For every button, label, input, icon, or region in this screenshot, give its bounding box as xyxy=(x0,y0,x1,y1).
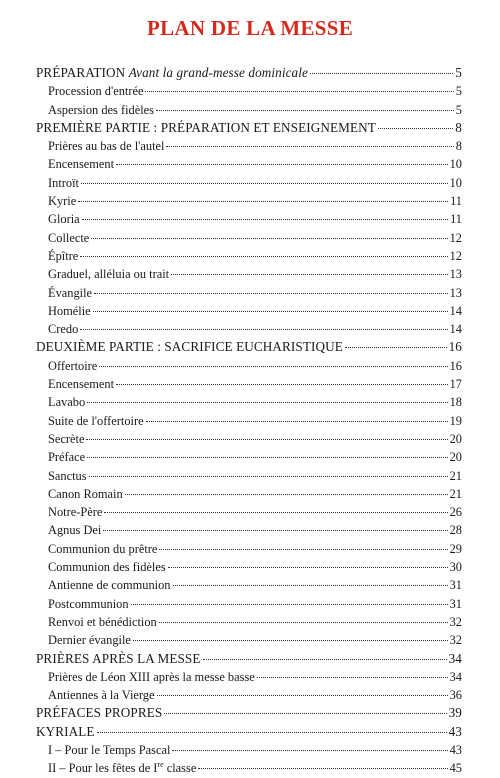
toc-page-number: 29 xyxy=(449,541,462,556)
toc-entry[interactable] xyxy=(36,741,462,759)
toc-page-number: 43 xyxy=(448,723,462,739)
toc-section[interactable] xyxy=(36,64,462,82)
toc-entry[interactable] xyxy=(36,448,462,466)
toc-leader-dots xyxy=(97,732,447,733)
toc-entry[interactable] xyxy=(36,155,462,173)
toc-leader-dots xyxy=(198,768,447,769)
toc-entry-label: Postcommunion xyxy=(48,596,129,611)
toc-page-number: 8 xyxy=(455,119,462,135)
toc-entry[interactable] xyxy=(36,101,462,119)
toc-entry-label: Communion du prêtre xyxy=(48,541,158,556)
toc-entry-label: Encensement xyxy=(48,377,115,392)
toc-entry[interactable] xyxy=(36,595,462,613)
toc-entry-label: PRIÈRES APRÈS LA MESSE xyxy=(36,650,201,666)
toc-page-number: 30 xyxy=(449,560,462,575)
toc-page-number: 14 xyxy=(449,322,462,337)
toc-entry[interactable] xyxy=(36,82,462,100)
toc-leader-dots xyxy=(131,604,448,605)
toc-page-number: 12 xyxy=(449,230,462,245)
toc-page-number: 13 xyxy=(449,285,462,300)
toc-page-number: 21 xyxy=(449,486,462,501)
toc-page-number: 36 xyxy=(449,688,462,703)
toc-leader-dots xyxy=(87,402,447,403)
toc-leader-dots xyxy=(166,146,453,147)
toc-leader-dots xyxy=(203,659,447,660)
toc-entry-label: Introït xyxy=(48,175,79,190)
toc-page-number: 14 xyxy=(449,303,462,318)
toc-section[interactable] xyxy=(36,650,462,668)
toc-entry-label: Évangile xyxy=(48,285,93,300)
toc-page-number: 10 xyxy=(449,175,462,190)
toc-entry-label: Secrète xyxy=(48,431,85,446)
toc-entry-label: II – Pour les fêtes de Ire classe xyxy=(48,760,197,776)
toc-entry-label: PRÉPARATION Avant la grand-messe dominicale xyxy=(36,65,308,80)
toc-entry-label: Notre-Père xyxy=(48,505,103,520)
toc-page-number: 19 xyxy=(449,413,462,428)
toc-entry-label: Sanctus xyxy=(48,468,87,483)
toc-entry-label: KYRIALE xyxy=(36,723,95,739)
toc-leader-dots xyxy=(125,494,448,495)
toc-entry-label: I – Pour le Temps Pascal xyxy=(48,742,171,757)
toc-entry[interactable] xyxy=(36,302,462,320)
toc-page-number: 32 xyxy=(449,614,462,629)
toc-leader-dots xyxy=(133,640,448,641)
toc-leader-dots xyxy=(87,457,447,458)
toc-page-number: 32 xyxy=(449,633,462,648)
toc-page-number: 5 xyxy=(455,65,462,80)
page-title: PLAN DE LA MESSE xyxy=(146,16,354,40)
toc-entry-label: Canon Romain xyxy=(48,486,123,501)
toc-entry-label: Graduel, alléluia ou trait xyxy=(48,267,170,282)
toc-leader-dots xyxy=(172,750,447,751)
toc-entry-label: Credo xyxy=(48,322,79,337)
toc-leader-dots xyxy=(91,238,447,239)
toc-page-number: 8 xyxy=(455,139,462,154)
toc-entry[interactable] xyxy=(36,284,462,302)
toc-entry[interactable] xyxy=(36,631,462,649)
toc-entry[interactable] xyxy=(36,613,462,631)
table-of-contents xyxy=(36,64,462,778)
toc-entry[interactable] xyxy=(36,412,462,430)
toc-entry-label: Kyrie xyxy=(48,194,77,209)
toc-entry-label: Suite de l'offertoire xyxy=(48,413,144,428)
toc-page-number: 43 xyxy=(449,742,462,757)
toc-entry[interactable] xyxy=(36,137,462,155)
toc-leader-dots xyxy=(310,73,453,74)
toc-entry-label: DEUXIÈME PARTIE : SACRIFICE EUCHARISTIQUE xyxy=(36,339,343,355)
toc-leader-dots xyxy=(104,512,447,513)
toc-leader-dots xyxy=(157,695,448,696)
toc-leader-dots xyxy=(257,677,448,678)
toc-entry[interactable] xyxy=(36,576,462,594)
toc-section[interactable] xyxy=(36,704,462,722)
toc-entry[interactable] xyxy=(36,485,462,503)
toc-entry[interactable] xyxy=(36,210,462,228)
toc-leader-dots xyxy=(156,110,454,111)
toc-entry-label: Procession d'entrée xyxy=(48,84,144,99)
toc-page-number: 39 xyxy=(448,705,462,721)
toc-entry[interactable] xyxy=(36,540,462,558)
toc-entry-label: Agnus Dei xyxy=(48,523,102,538)
toc-leader-dots xyxy=(378,128,453,129)
toc-leader-dots xyxy=(345,347,447,348)
toc-page-number: 11 xyxy=(450,212,462,227)
toc-entry-label: Renvoi et bénédiction xyxy=(48,614,157,629)
toc-page-number: 34 xyxy=(448,650,462,666)
toc-entry[interactable] xyxy=(36,430,462,448)
toc-leader-dots xyxy=(82,219,448,220)
toc-leader-dots xyxy=(171,274,448,275)
toc-entry[interactable] xyxy=(36,247,462,265)
toc-entry[interactable] xyxy=(36,393,462,411)
toc-page-number: 26 xyxy=(449,505,462,520)
toc-entry[interactable] xyxy=(36,174,462,192)
toc-entry-label: Communion des fidèles xyxy=(48,560,166,575)
toc-page-number: 16 xyxy=(448,339,462,355)
toc-entry[interactable] xyxy=(36,759,462,777)
toc-section[interactable] xyxy=(36,338,462,356)
toc-entry-label: Antienne de communion xyxy=(48,578,171,593)
toc-entry[interactable] xyxy=(36,467,462,485)
toc-entry[interactable] xyxy=(36,558,462,576)
toc-entry-label: Collecte xyxy=(48,230,90,245)
toc-page-number: 20 xyxy=(449,431,462,446)
toc-page-number: 31 xyxy=(449,596,462,611)
toc-entry[interactable] xyxy=(36,192,462,210)
toc-page-number: 34 xyxy=(449,669,462,684)
toc-entry[interactable] xyxy=(36,686,462,704)
toc-page-number: 17 xyxy=(449,377,462,392)
toc-entry-label: Prières de Léon XIII après la messe basse xyxy=(48,669,255,684)
toc-page-number: 11 xyxy=(450,194,462,209)
toc-entry[interactable] xyxy=(36,320,462,338)
toc-entry-label: PREMIÈRE PARTIE : PRÉPARATION ET ENSEIGNEMENT xyxy=(36,119,376,135)
toc-page-number: 12 xyxy=(449,248,462,263)
toc-page-number: 13 xyxy=(449,267,462,282)
toc-leader-dots xyxy=(116,164,448,165)
toc-page-number: 18 xyxy=(449,395,462,410)
toc-leader-dots xyxy=(93,311,448,312)
toc-entry[interactable] xyxy=(36,265,462,283)
toc-entry-label: Épître xyxy=(48,248,79,263)
toc-leader-dots xyxy=(159,622,448,623)
toc-leader-dots xyxy=(116,384,448,385)
toc-entry[interactable] xyxy=(36,521,462,539)
toc-leader-dots xyxy=(80,256,447,257)
toc-leader-dots xyxy=(145,91,453,92)
toc-entry[interactable] xyxy=(36,503,462,521)
toc-entry-label: Aspersion des fidèles xyxy=(48,102,154,117)
toc-section[interactable] xyxy=(36,723,462,741)
toc-entry[interactable] xyxy=(36,229,462,247)
toc-entry[interactable] xyxy=(36,357,462,375)
toc-entry-label: Prières au bas de l'autel xyxy=(48,139,165,154)
toc-entry[interactable] xyxy=(36,668,462,686)
toc-page-number: 5 xyxy=(455,102,462,117)
toc-entry-label: Homélie xyxy=(48,303,91,318)
toc-entry-label: Dernier évangile xyxy=(48,633,131,648)
toc-leader-dots xyxy=(103,530,447,531)
toc-leader-dots xyxy=(173,585,448,586)
toc-leader-dots xyxy=(78,201,448,202)
toc-page-number: 16 xyxy=(449,358,462,373)
toc-entry-label: Offertoire xyxy=(48,358,98,373)
toc-leader-dots xyxy=(99,366,447,367)
toc-entry-label: Antiennes à la Vierge xyxy=(48,688,155,703)
toc-page-number: 28 xyxy=(449,523,462,538)
toc-leader-dots xyxy=(86,439,447,440)
toc-entry-label: Préface xyxy=(48,450,86,465)
toc-entry-label: Lavabo xyxy=(48,395,86,410)
toc-leader-dots xyxy=(159,549,447,550)
toc-leader-dots xyxy=(94,293,448,294)
toc-page-number: 5 xyxy=(455,84,462,99)
toc-page-number: 21 xyxy=(449,468,462,483)
toc-page-number: 20 xyxy=(449,450,462,465)
toc-leader-dots xyxy=(81,183,448,184)
toc-entry-label: PRÉFACES PROPRES xyxy=(36,705,163,721)
toc-leader-dots xyxy=(146,421,448,422)
toc-leader-dots xyxy=(164,713,446,714)
toc-page-number: 45 xyxy=(449,761,462,776)
toc-leader-dots xyxy=(89,476,448,477)
toc-entry-label: Gloria xyxy=(48,212,80,227)
toc-leader-dots xyxy=(168,567,448,568)
toc-section[interactable] xyxy=(36,119,462,137)
toc-entry-label: Encensement xyxy=(48,157,115,172)
toc-entry[interactable] xyxy=(36,375,462,393)
toc-page-number: 31 xyxy=(449,578,462,593)
toc-leader-dots xyxy=(80,329,447,330)
toc-page-number: 10 xyxy=(449,157,462,172)
